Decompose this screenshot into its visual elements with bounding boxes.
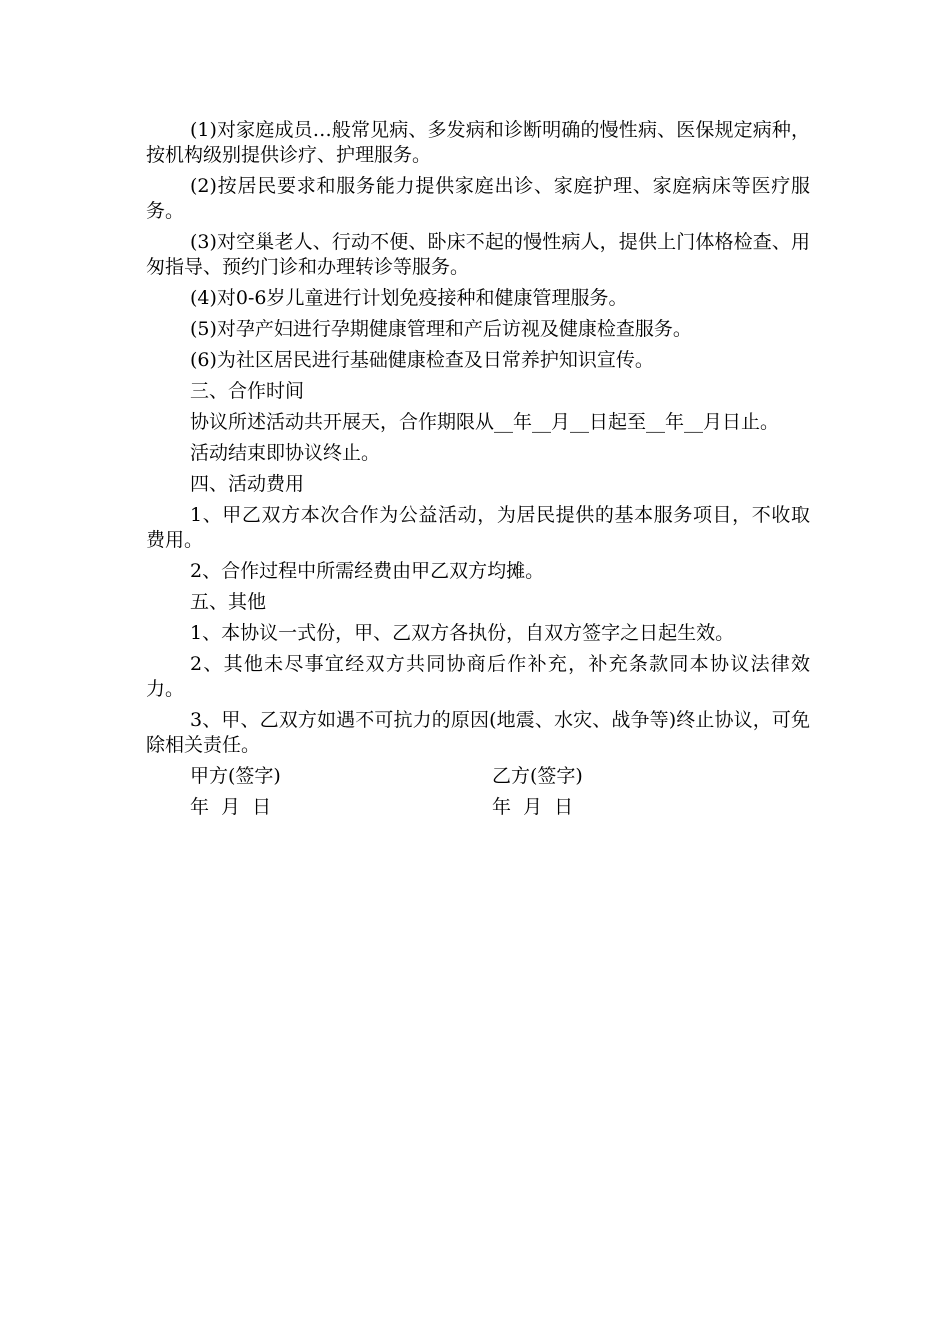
signature-row (146, 764, 810, 789)
party-a-signature-date: 年 月 日 (190, 796, 272, 818)
other-clause-2: 2、其他未尽事宜经双方共同协商后作补充，补充条款同本协议法律效力。 (146, 653, 810, 700)
cooperation-period-paragraph: 协议所述活动共开展天，合作期限从__年__月__日起至__年__月日止。 (190, 411, 780, 433)
party-b-signature-date: 年 月 日 (492, 796, 574, 818)
service-item-5: (5)对孕产妇进行孕期健康管理和产后访视及健康检查服务。 (190, 318, 692, 340)
party-b-signature-label: 乙方(签字) (492, 765, 583, 787)
signature-date-row (146, 795, 810, 820)
fee-clause-2: 2、合作过程中所需经费由甲乙双方均摊。 (190, 560, 545, 582)
agreement-termination-paragraph: 活动结束即协议终止。 (190, 442, 381, 464)
fee-clause-1: 1、甲乙双方本次合作为公益活动，为居民提供的基本服务项目，不收取费用。 (146, 504, 810, 551)
document-page (146, 118, 810, 826)
section-heading-other: 五、其他 (190, 591, 267, 613)
service-item-4: (4)对0-6岁儿童进行计划免疫接种和健康管理服务。 (190, 287, 628, 309)
party-a-signature-label: 甲方(签字) (190, 765, 281, 787)
other-clause-3: 3、甲、乙双方如遇不可抗力的原因(地震、水灾、战争等)终止协议，可免除相关责任。 (146, 709, 810, 756)
service-item-3: (3)对空巢老人、行动不便、卧床不起的慢性病人，提供上门体格检查、用匆指导、预约门诊和办理转诊等服务。 (146, 231, 810, 278)
section-heading-cooperation-time: 三、合作时间 (190, 380, 305, 402)
service-item-6: (6)为社区居民进行基础健康检查及日常养护知识宣传。 (190, 349, 654, 371)
other-clause-1: 1、本协议一式份，甲、乙双方各执份，自双方签字之日起生效。 (190, 622, 735, 644)
service-item-2: (2)按居民要求和服务能力提供家庭出诊、家庭护理、家庭病床等医疗服务。 (146, 175, 810, 222)
service-item-1: (1)对家庭成员…般常见病、多发病和诊断明确的慢性病、医保规定病种，按机构级别提供诊疗、护理服务。 (146, 119, 810, 166)
section-heading-activity-fees: 四、活动费用 (190, 473, 305, 495)
